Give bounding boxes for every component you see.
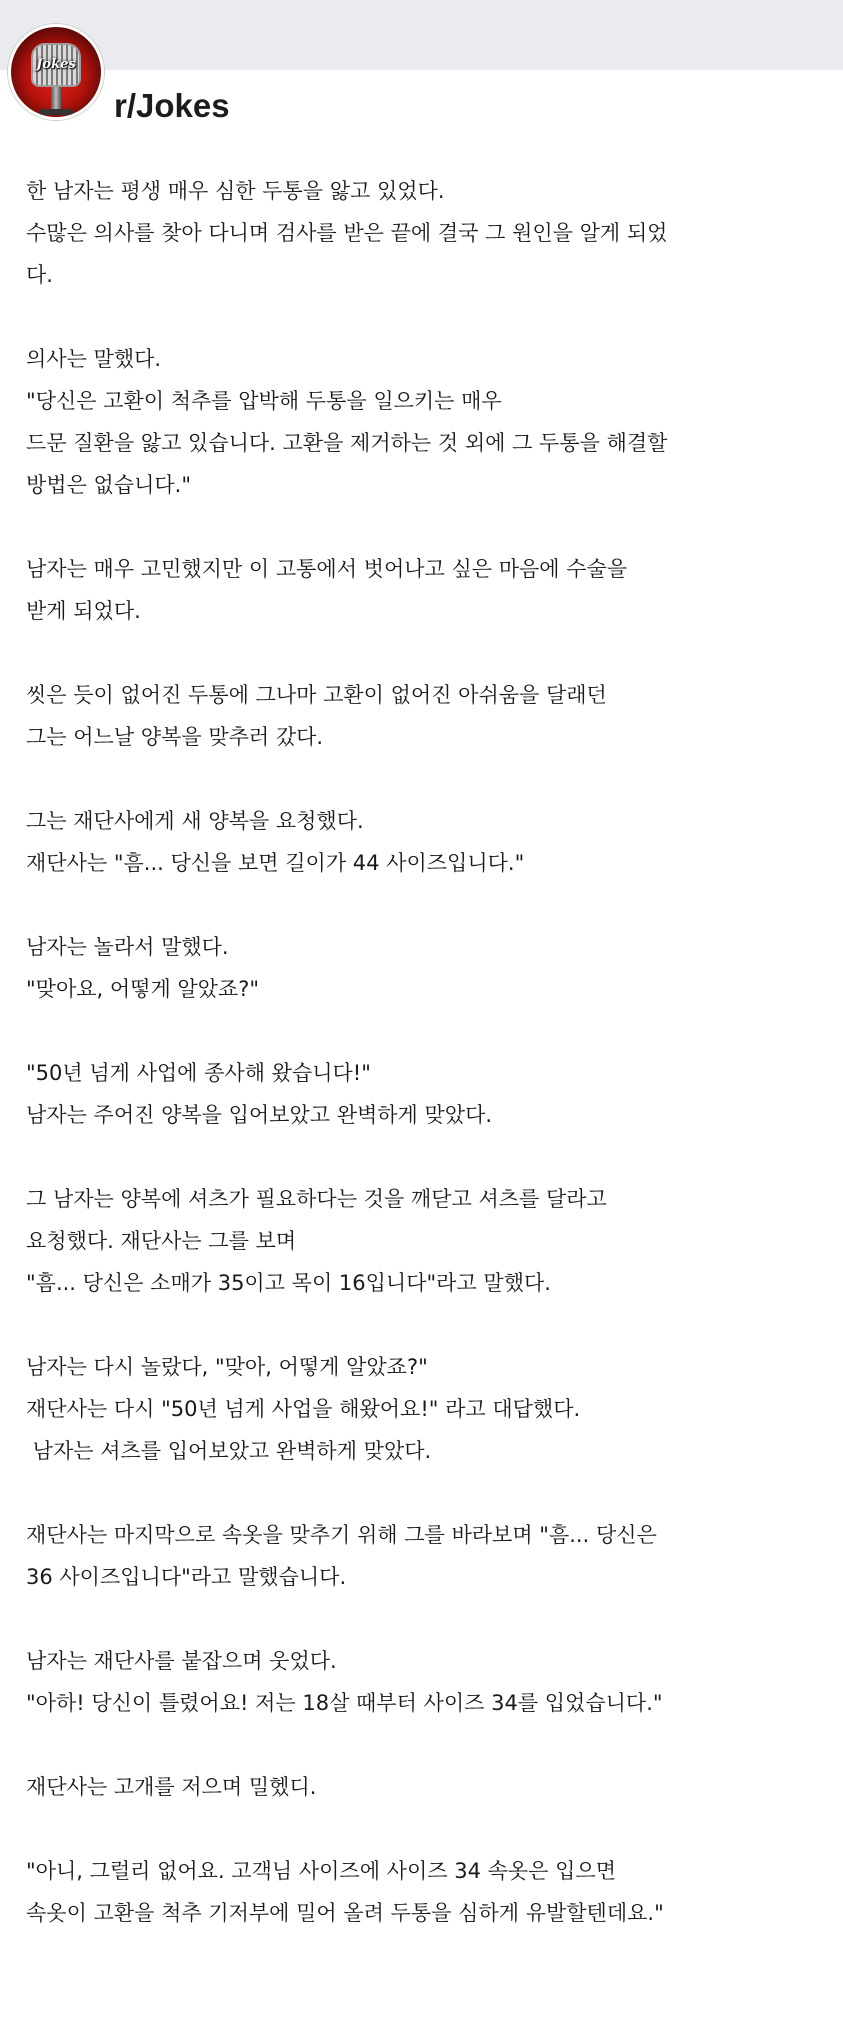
post-text-line: 그 남자는 양복에 셔츠가 필요하다는 것을 깨닫고 셔츠를 달라고: [26, 1187, 607, 1211]
avatar-label: Jokes: [36, 57, 76, 72]
post-text-line: 그는 어느날 양복을 맞추러 갔다.: [26, 725, 324, 749]
post-header: [0, 0, 843, 140]
paragraph-gap: [26, 884, 826, 926]
subreddit-avatar[interactable]: [8, 24, 104, 120]
post-text-line: "50년 넘게 사업에 종사해 왔습니다!": [26, 1061, 371, 1085]
post-text-line: 재단사는 고개를 저으며 밀헸디.: [26, 1775, 317, 1799]
paragraph-gap: [26, 1136, 826, 1178]
post-text-line: "아하! 당신이 틀렸어요! 저는 18살 때부터 사이즈 34를 입었습니다.": [26, 1691, 663, 1715]
post-text-line: 한 남자는 평생 매우 심한 두통을 앓고 있었다.: [26, 179, 445, 203]
paragraph-gap: [26, 1010, 826, 1052]
paragraph-gap: [26, 1472, 826, 1514]
post-text-line: 36 사이즈입니다"라고 말했습니다.: [26, 1565, 347, 1589]
post-text-line: 남자는 놀라서 말했다.: [26, 935, 229, 959]
post-text-line: "흠... 당신은 소매가 35이고 목이 16입니다"라고 말했다.: [26, 1271, 551, 1295]
paragraph-gap: [26, 1304, 826, 1346]
post-text-line: "아니, 그럴리 없어요. 고객님 사이즈에 사이즈 34 속옷은 입으면: [26, 1859, 616, 1883]
paragraph-gap: [26, 1598, 826, 1640]
paragraph-gap: [26, 506, 826, 548]
post-text-line: 재단사는 다시 "50년 넘게 사업을 해왔어요!" 라고 대답했다.: [26, 1397, 581, 1421]
post-text-line: 씻은 듯이 없어진 두통에 그나마 고환이 없어진 아쉬움을 달래던: [26, 683, 607, 707]
paragraph-gap: [26, 758, 826, 800]
paragraph-gap: [26, 632, 826, 674]
paragraph-gap: [26, 1808, 826, 1850]
post-text-line: 요청했다. 재단사는 그를 보며: [26, 1229, 297, 1253]
post-text-line: 남자는 셔츠를 입어보았고 완벽하게 맞았다.: [26, 1439, 432, 1463]
paragraph-gap: [26, 296, 826, 338]
microphone-stand: [51, 87, 61, 111]
paragraph-gap: [26, 1724, 826, 1766]
post-text-line: 재단사는 마지막으로 속옷을 맞추기 위해 그를 바라보며 "흠... 당신은: [26, 1523, 657, 1547]
subreddit-name[interactable]: r/Jokes: [114, 87, 230, 124]
post-text-line: 남자는 주어진 양복을 입어보았고 완벽하게 맞았다.: [26, 1103, 493, 1127]
post-text-line: 남자는 매우 고민했지만 이 고통에서 벗어나고 싶은 마음에 수술을: [26, 557, 628, 581]
post-text-line: 남자는 재단사를 붙잡으며 웃었다.: [26, 1649, 337, 1673]
post-text-line: "당신은 고환이 척추를 압박해 두통을 일으키는 매우: [26, 389, 502, 413]
post-text-line: 다.: [26, 263, 53, 287]
post-text-line: 방법은 없습니다.": [26, 473, 192, 497]
post-text-line: 드문 질환을 앓고 있습니다. 고환을 제거하는 것 외에 그 두통을 해결할: [26, 431, 668, 455]
post-text-line: 받게 되었다.: [26, 599, 141, 623]
post-text-line: 수많은 의사를 찾아 다니며 검사를 받은 끝에 결국 그 원인을 알게 되었: [26, 221, 668, 245]
post-body: [26, 170, 826, 1934]
microphone-base: [39, 109, 73, 115]
post-text-line: 속옷이 고환을 척추 기저부에 밀어 올려 두통을 심하게 유발할텐데요.": [26, 1901, 664, 1925]
post-text-line: 남자는 다시 놀랐다, "맞아, 어떻게 알았죠?": [26, 1355, 428, 1379]
post-text-line: 재단사는 "흠... 당신을 보면 길이가 44 사이즈입니다.": [26, 851, 525, 875]
post-text-line: "맞아요, 어떻게 알았죠?": [26, 977, 260, 1001]
post-text-line: 의사는 말했다.: [26, 347, 162, 371]
post-text-line: 그는 재단사에게 새 양복을 요청했다.: [26, 809, 364, 833]
